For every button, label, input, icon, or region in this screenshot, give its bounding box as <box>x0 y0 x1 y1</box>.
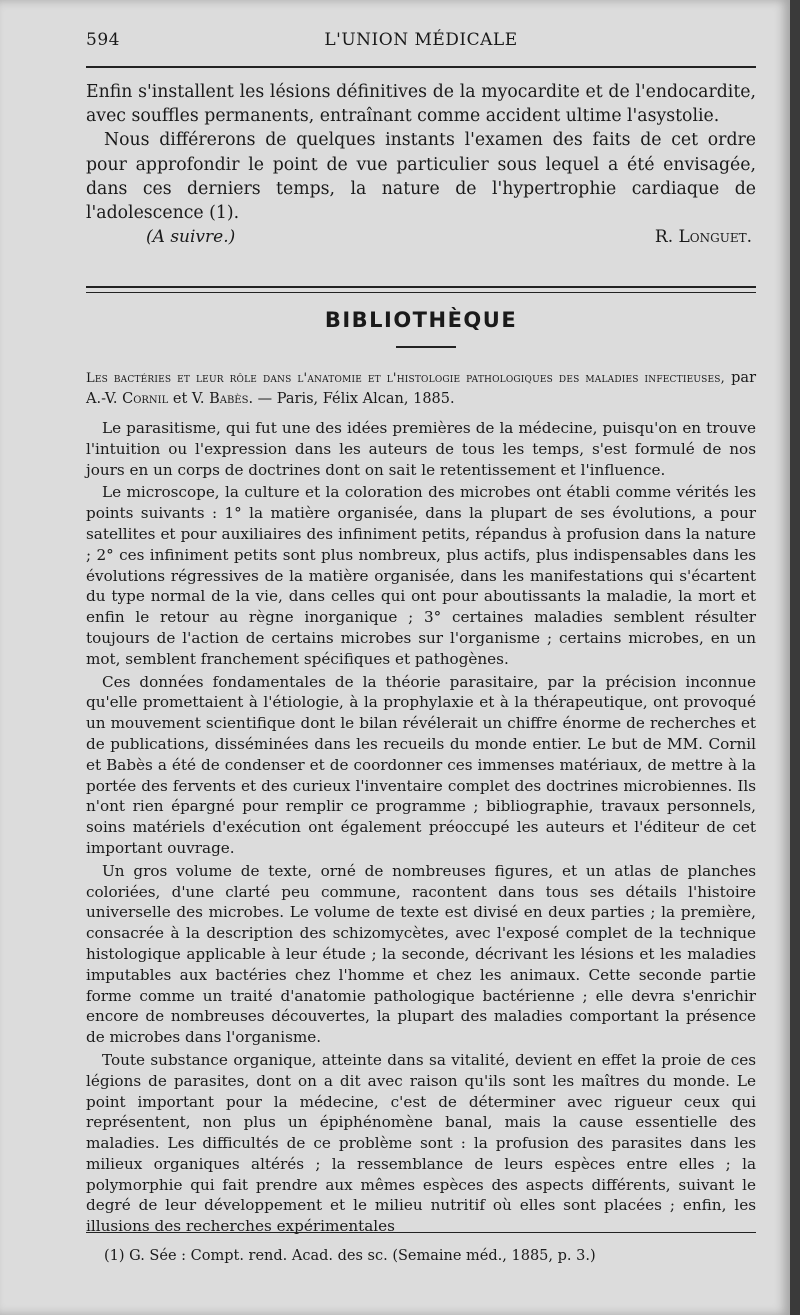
running-header <box>86 30 756 54</box>
publisher-info: — Paris, Félix Alcan, 1885. <box>257 391 455 407</box>
signature-line <box>86 225 756 251</box>
footnote-rule <box>86 1232 756 1233</box>
body-paragraph: Ces données fondamentales de la théorie parasitaire, par la précision inconnue qu'elle promettaient à l'étiologie, à la prophylaxie et à la thérapeutique, ont provoqué un mouvement scientifique dont le bilan révélerait un chiffre énorme de recherches et de publications, disséminées dans les recueils du monde entier. Le but de MM. Cornil et Babès a été de condenser et de coordonner ces immenses matériaux, de mettre à la portée des fervents et des curieux l'inventaire complet des doctrines microbiennes. Ils n'ont rien épargné pour remplir ce programme ; bibliographie, travaux personnels, soins matériels d'exécution ont également préoccupé les auteurs et l'éditeur de cet important ouvrage. <box>86 672 756 857</box>
author-name: Cornil <box>122 391 169 407</box>
body-paragraph: Toute substance organique, atteinte dans sa vitalité, devient en effet la proie de ces légions de parasites, dont on a dit avec raison qu'ils sont les maîtres du monde. Le point important pour la médecine, c'est de déterminer avec rigueur ceux qui représentent, non plus un épiphénomène banal, mais la cause essentielle des maladies. Les difficultés de ce problème sont : la profusion des parasites dans les milieux organiques altérés ; la ressemblance de leurs espèces entre elles ; la polymorphie qui fait prendre aux mêmes espèces des aspects différents, suivant le degré de leur développement et le milieu nutritif où elles sont placées ; enfin, les illusions des recherches expérimentales <box>86 1050 756 1236</box>
footnote: (1) G. Sée : Compt. rend. Acad. des sc. (Semaine méd., 1885, p. 3.) <box>104 1248 596 1264</box>
review-body <box>86 418 756 1239</box>
section-rule-top <box>86 286 756 288</box>
body-paragraph: Le parasitisme, qui fut une des idées premières de la médecine, puisqu'on en trouve l'intuition ou l'expression dans les auteurs de tous les temps, s'est formulé de nos jours en un corps de doctrines dont on sait le retentissement et l'influence. <box>86 419 756 479</box>
continuation-paragraph: Enfin s'installent les lésions définitives de la myocardite et de l'endocardite, avec souffles permanents, entraînant comme accident ultime l'asystolie. <box>86 82 756 127</box>
page-number: 594 <box>86 30 120 50</box>
author-name: Babès. <box>209 391 254 407</box>
section-rule-bottom <box>86 292 756 293</box>
header-rule <box>86 66 756 68</box>
continuation-paragraph: Nous différerons de quelques instants l'examen des faits de cet ordre pour approfondir le point de vue particulier sous lequel a été envisagée, dans ces derniers temps, la nature de l'hypertrophie cardiaque de l'adolescence (1). <box>86 130 756 224</box>
authors-prefix: par A.-V. <box>86 370 756 407</box>
to-follow-note: (A suivre.) <box>146 227 236 248</box>
body-paragraph: Un gros volume de texte, orné de nombreuses figures, et un atlas de planches coloriées, d'une clarté peu commune, racontent dans tous ses détails l'histoire universelle des microbes. Le volume de texte est divisé en deux parties ; la première, consacrée à la description des schizomycètes, avec l'exposé complet de la technique histologique applicable à leur étude ; la seconde, décrivant les lésions et les maladies imputables aux bactéries chez l'homme et chez les animaux. Cette seconde partie forme comme un traité d'anatomie pathologique bactérienne ; elle devra s'enrichir encore de nombreuses découvertes, la plupart des maladies comportant la présence de microbes dans l'organisme. <box>86 861 756 1047</box>
body-paragraph: Le microscope, la culture et la coloration des microbes ont établi comme vérités les points suivants : 1° la matière organisée, dans la plupart de ses évolutions, a pour satellites et pour auxiliaires des infiniment petits, répandus à profusion dans la nature ; 2° ces infiniment petits sont plus nombreux, plus actifs, plus indispensables dans les évolutions régressives de la matière organisée, dans les manifestations qui s'écartent du type normal de la vie, dans celles qui ont pour aboutissants la maladie, la mort et enfin le retour au règne inorganique ; 3° certaines maladies semblent résulter toujours de l'action de certains microbes sur l'organisme ; certains microbes, en un mot, semblent franchement spécifiques et pathogènes. <box>86 483 756 668</box>
section-title: BIBLIOTHÈQUE <box>324 308 518 332</box>
authors-mid: et V. <box>172 391 205 407</box>
author-signature: R. Longuet. <box>654 227 752 248</box>
book-reference <box>86 368 756 410</box>
title-underline <box>396 346 456 348</box>
book-title: Les bactéries et leur rôle dans l'anatomie et l'histologie pathologiques des maladies infectieuses, <box>86 371 725 386</box>
journal-title: L'UNION MÉDICALE <box>324 30 518 50</box>
continuation-text <box>86 80 756 251</box>
